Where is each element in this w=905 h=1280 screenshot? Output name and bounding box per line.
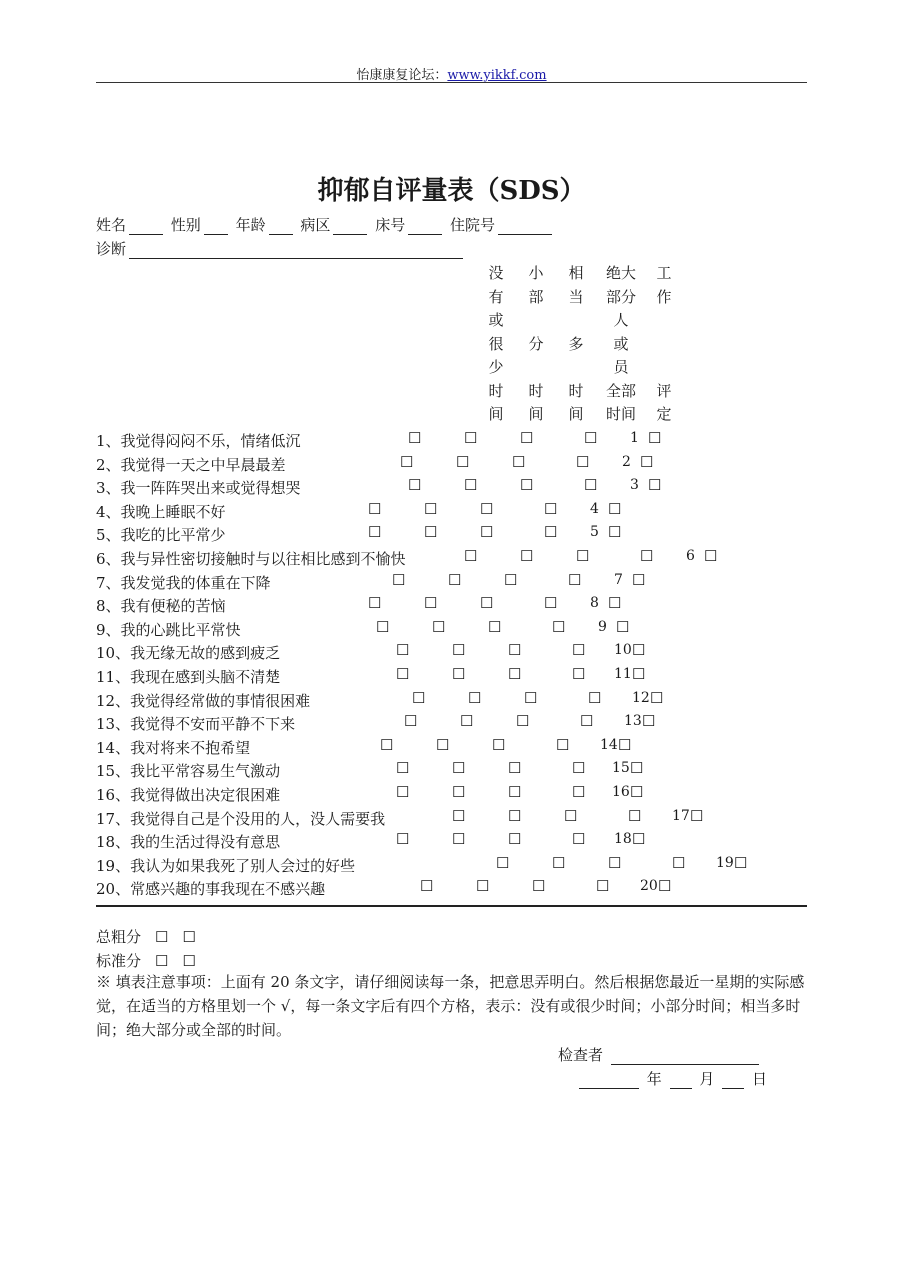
answer-checkbox[interactable]: ☐ [468, 688, 482, 707]
answer-checkbox[interactable]: ☐ [460, 712, 474, 731]
column-header-char: 人 [613, 311, 629, 329]
column-header-char: 时 [488, 381, 504, 400]
question-row [96, 572, 807, 592]
answer-checkbox[interactable]: ☐ [452, 759, 466, 778]
answer-checkbox[interactable]: ☐ [520, 547, 534, 565]
column-header [480, 262, 512, 427]
answer-checkbox[interactable]: ☐ [464, 547, 478, 565]
item-number: 1 [630, 430, 639, 446]
bed-field[interactable] [408, 220, 442, 235]
question-row [96, 666, 807, 686]
answer-checkbox[interactable]: ☐ [408, 429, 422, 447]
item-number: 15 [612, 760, 630, 777]
ward-label: 病区 [300, 216, 331, 234]
item-number: 6 [686, 548, 695, 564]
question-text: 4、我晚上睡眠不好 [96, 502, 226, 521]
score-checkbox[interactable]: ☐ [630, 759, 644, 778]
column-header-char: 定 [656, 405, 672, 423]
question-row [96, 831, 807, 851]
answer-checkbox[interactable]: ☐ [452, 830, 466, 849]
year-field[interactable] [579, 1074, 639, 1089]
answer-checkbox[interactable]: ☐ [396, 641, 410, 660]
header-label: 怡康康复论坛： [356, 68, 448, 83]
answer-checkbox[interactable]: ☐ [564, 806, 578, 825]
column-header-char: 评 [656, 381, 672, 400]
answer-checkbox[interactable]: ☐ [452, 783, 466, 801]
answer-checkbox[interactable]: ☐ [576, 547, 590, 565]
question-row [96, 713, 807, 733]
column-header-char: 时 [568, 381, 584, 400]
item-number: 20 [640, 878, 658, 895]
answer-checkbox[interactable]: ☐ [572, 830, 586, 849]
column-header-char [648, 309, 680, 333]
item-number: 7 [614, 571, 623, 588]
sex-label: 性别 [170, 216, 201, 234]
question-text: 12、我觉得经常做的事情很困难 [96, 691, 311, 710]
column-header-char: 没 [488, 264, 504, 282]
sex-field[interactable] [204, 220, 228, 235]
column-header [560, 262, 592, 427]
item-number: 13 [624, 713, 642, 730]
question-row [96, 808, 807, 828]
day-field[interactable] [722, 1074, 744, 1089]
column-header-char: 时 [528, 381, 544, 400]
answer-checkbox[interactable]: ☐ [508, 783, 522, 801]
column-header-char: 或 [488, 311, 504, 329]
answer-checkbox[interactable]: ☐ [400, 452, 414, 471]
score-checkbox[interactable]: ☐ [642, 712, 656, 731]
page-title: 抑郁自评量表（SDS） [317, 176, 586, 206]
score-checkbox[interactable]: ☐ [650, 688, 664, 707]
question-row [96, 477, 807, 497]
answer-checkbox[interactable]: ☐ [396, 665, 410, 683]
answer-checkbox[interactable]: ☐ [516, 712, 530, 731]
answer-checkbox[interactable]: ☐ [420, 877, 434, 896]
column-header-char: 间 [528, 405, 544, 423]
answer-checkbox[interactable]: ☐ [640, 547, 654, 565]
standard-score-label: 标准分 [96, 952, 142, 970]
patient-info-line [96, 214, 555, 235]
column-header-char: 工 [656, 264, 672, 282]
answer-checkbox[interactable]: ☐ [376, 617, 390, 636]
column-header-char [648, 333, 680, 357]
question-row [96, 430, 807, 450]
item-number: 2 [622, 453, 631, 470]
column-header-char [560, 309, 592, 333]
answer-checkbox[interactable]: ☐ [464, 429, 478, 447]
column-header-char: 部 [528, 287, 544, 306]
answer-checkbox[interactable]: ☐ [552, 853, 566, 872]
answer-checkbox[interactable]: ☐ [392, 570, 406, 589]
answer-checkbox[interactable]: ☐ [452, 806, 466, 825]
question-row [96, 690, 807, 710]
question-row [96, 595, 807, 615]
question-row [96, 501, 807, 521]
question-row [96, 642, 807, 662]
score-checkbox[interactable]: ☐ [608, 499, 622, 518]
answer-checkbox[interactable]: ☐ [672, 853, 686, 872]
standard-score-box[interactable]: ☐ [155, 952, 169, 970]
question-text: 13、我觉得不安而平静不下来 [96, 715, 296, 734]
admission-field[interactable] [498, 220, 552, 235]
column-header-char: 当 [568, 287, 584, 306]
question-text: 14、我对将来不抱希望 [96, 738, 251, 757]
score-checkbox[interactable]: ☐ [632, 665, 646, 683]
answer-checkbox[interactable]: ☐ [584, 429, 598, 447]
answer-checkbox[interactable]: ☐ [424, 499, 438, 518]
item-number: 10 [614, 642, 632, 659]
answer-checkbox[interactable]: ☐ [572, 759, 586, 778]
ward-field[interactable] [333, 220, 367, 235]
question-text: 6、我与异性密切接触时与以往相比感到不愉快 [96, 550, 406, 568]
column-header-char: 很 [488, 334, 504, 353]
page-header [96, 64, 807, 83]
answer-checkbox[interactable]: ☐ [380, 735, 394, 754]
year-label: 年 [646, 1070, 662, 1088]
item-number: 19 [716, 854, 734, 871]
score-checkbox[interactable]: ☐ [608, 594, 622, 613]
score-checkbox[interactable]: ☐ [632, 830, 646, 849]
item-number: 14 [600, 736, 618, 753]
admission-label: 住院号 [449, 216, 495, 234]
diagnosis-line [96, 238, 466, 259]
answer-checkbox[interactable]: ☐ [520, 476, 534, 495]
answer-checkbox[interactable]: ☐ [584, 476, 598, 495]
question-text: 8、我有便秘的苦恼 [96, 597, 226, 616]
item-number: 12 [632, 689, 650, 706]
item-number: 5 [590, 524, 599, 541]
column-header-char: 小 [528, 264, 544, 282]
item-number: 16 [612, 784, 630, 800]
answer-checkbox[interactable]: ☐ [480, 594, 494, 613]
question-text: 20、常感兴趣的事我现在不感兴趣 [96, 880, 326, 899]
answer-checkbox[interactable]: ☐ [408, 476, 422, 495]
column-header-char: 作 [656, 287, 672, 306]
column-header-char [648, 356, 680, 380]
answer-checkbox[interactable]: ☐ [572, 783, 586, 801]
standard-score-line [96, 950, 196, 971]
month-label: 月 [699, 1070, 715, 1088]
score-checkbox[interactable]: ☐ [632, 641, 646, 660]
answer-checkbox[interactable]: ☐ [508, 830, 522, 849]
answer-checkbox[interactable]: ☐ [544, 594, 558, 613]
column-header [648, 262, 680, 427]
item-number: 4 [590, 500, 599, 517]
question-row [96, 878, 807, 898]
question-text: 10、我无缘无故的感到疲乏 [96, 644, 281, 663]
answer-checkbox[interactable]: ☐ [396, 759, 410, 778]
answer-checkbox[interactable]: ☐ [404, 712, 418, 731]
answer-checkbox[interactable]: ☐ [452, 665, 466, 683]
answer-checkbox[interactable]: ☐ [524, 688, 538, 707]
diagnosis-label: 诊断 [96, 240, 127, 258]
forum-link[interactable]: www.yikkf.com [447, 68, 547, 83]
answer-checkbox[interactable]: ☐ [504, 570, 518, 589]
answer-checkbox[interactable]: ☐ [508, 759, 522, 778]
answer-checkbox[interactable]: ☐ [368, 499, 382, 518]
question-text: 11、我现在感到头脑不清楚 [96, 668, 281, 686]
column-header-char: 多 [568, 334, 584, 353]
raw-score-box[interactable]: ☐ [182, 928, 196, 946]
column-header-char: 时间 [605, 405, 636, 423]
column-header-char [560, 356, 592, 380]
score-checkbox[interactable]: ☐ [618, 735, 632, 754]
answer-checkbox[interactable]: ☐ [556, 735, 570, 754]
answer-checkbox[interactable]: ☐ [508, 806, 522, 825]
question-text: 15、我比平常容易生气激动 [96, 762, 281, 781]
column-header-char: 部分 [605, 287, 636, 306]
date-line [576, 1068, 767, 1089]
question-row [96, 454, 807, 474]
answer-checkbox[interactable]: ☐ [552, 617, 566, 636]
answer-checkbox[interactable]: ☐ [412, 688, 426, 707]
question-row [96, 548, 807, 568]
score-checkbox[interactable]: ☐ [630, 783, 644, 801]
column-header-char: 员 [613, 358, 629, 376]
bed-label: 床号 [375, 216, 406, 234]
item-number: 11 [614, 666, 632, 682]
name-label: 姓名 [96, 216, 127, 234]
column-header-char: 或 [613, 334, 629, 353]
answer-checkbox[interactable]: ☐ [396, 830, 410, 849]
raw-score-box[interactable]: ☐ [155, 928, 169, 946]
score-checkbox[interactable]: ☐ [632, 570, 646, 589]
item-number: 18 [614, 831, 632, 848]
answer-checkbox[interactable]: ☐ [464, 476, 478, 495]
column-header-char: 分 [528, 334, 544, 353]
score-checkbox[interactable]: ☐ [734, 853, 748, 872]
answer-checkbox[interactable]: ☐ [480, 523, 494, 542]
question-text: 16、我觉得做出决定很困难 [96, 786, 281, 804]
answer-checkbox[interactable]: ☐ [628, 806, 642, 825]
answer-checkbox[interactable]: ☐ [568, 570, 582, 589]
score-checkbox[interactable]: ☐ [616, 617, 630, 636]
column-header-char: 间 [488, 405, 504, 423]
question-text: 7、我发觉我的体重在下降 [96, 573, 271, 592]
answer-checkbox[interactable]: ☐ [448, 570, 462, 589]
column-header-char: 有 [488, 287, 504, 306]
score-checkbox[interactable]: ☐ [648, 476, 662, 495]
score-checkbox[interactable]: ☐ [648, 429, 662, 447]
day-label: 日 [751, 1070, 767, 1088]
answer-checkbox[interactable]: ☐ [532, 877, 546, 896]
answer-checkbox[interactable]: ☐ [492, 735, 506, 754]
score-checkbox[interactable]: ☐ [704, 547, 718, 565]
item-number: 9 [598, 618, 607, 635]
score-checkbox[interactable]: ☐ [608, 523, 622, 542]
question-text: 1、我觉得闷闷不乐，情绪低沉 [96, 432, 301, 450]
answer-checkbox[interactable]: ☐ [596, 877, 610, 896]
raw-score-label: 总粗分 [96, 928, 142, 946]
column-header-char: 间 [568, 405, 584, 423]
column-header-char: 全部 [605, 381, 636, 400]
answer-checkbox[interactable]: ☐ [520, 429, 534, 447]
answer-checkbox[interactable]: ☐ [368, 523, 382, 542]
question-row [96, 855, 807, 875]
instructions-note: ※ 填表注意事项：上面有 20 条文字，请仔细阅读每一条，把意思弄明白。然后根据您最近一星期的实际感觉，在适当的方格里划一个 √，每一条文字后有四个方格，表示：没有或很少时间；小部分时间；相当多时间；绝大部分或全部的时间。 [96, 973, 805, 1039]
age-label: 年龄 [235, 216, 266, 234]
answer-checkbox[interactable]: ☐ [424, 594, 438, 613]
score-checkbox[interactable]: ☐ [690, 806, 704, 825]
question-row [96, 760, 807, 780]
answer-checkbox[interactable]: ☐ [572, 641, 586, 660]
answer-checkbox[interactable]: ☐ [608, 853, 622, 872]
column-header-char: 绝大 [605, 264, 636, 282]
answer-checkbox[interactable]: ☐ [436, 735, 450, 754]
answer-checkbox[interactable]: ☐ [508, 665, 522, 683]
answer-checkbox[interactable]: ☐ [396, 783, 410, 801]
answer-checkbox[interactable]: ☐ [368, 594, 382, 613]
checker-field[interactable] [611, 1050, 759, 1065]
checker-line [558, 1044, 762, 1065]
question-row [96, 524, 807, 544]
question-row [96, 784, 807, 804]
question-text: 3、我一阵阵哭出来或觉得想哭 [96, 479, 301, 498]
checker-label: 检查者 [558, 1046, 604, 1064]
answer-checkbox[interactable]: ☐ [572, 665, 586, 683]
question-text: 9、我的心跳比平常快 [96, 620, 241, 639]
answer-checkbox[interactable]: ☐ [488, 617, 502, 636]
answer-checkbox[interactable]: ☐ [496, 853, 510, 872]
table-bottom-rule [96, 905, 807, 907]
question-row [96, 737, 807, 757]
answer-checkbox[interactable]: ☐ [588, 688, 602, 707]
question-text: 19、我认为如果我死了别人会过的好些 [96, 856, 356, 875]
header-divider [96, 82, 807, 83]
raw-score-line [96, 926, 196, 947]
answer-checkbox[interactable]: ☐ [452, 641, 466, 660]
standard-score-box[interactable]: ☐ [182, 952, 196, 970]
column-header-char [520, 309, 552, 333]
score-checkbox[interactable]: ☐ [658, 877, 672, 896]
score-checkbox[interactable]: ☐ [640, 452, 654, 471]
answer-checkbox[interactable]: ☐ [544, 499, 558, 518]
answer-checkbox[interactable]: ☐ [512, 452, 526, 471]
name-field[interactable] [129, 220, 163, 235]
answer-checkbox[interactable]: ☐ [432, 617, 446, 636]
column-header [604, 262, 638, 427]
question-text: 18、我的生活过得没有意思 [96, 833, 281, 852]
question-text: 5、我吃的比平常少 [96, 526, 226, 545]
answer-checkbox[interactable]: ☐ [580, 712, 594, 731]
column-header-char [520, 356, 552, 380]
column-header [520, 262, 552, 427]
question-row [96, 619, 807, 639]
column-header-char: 相 [568, 264, 584, 282]
answer-checkbox[interactable]: ☐ [544, 523, 558, 542]
answer-checkbox[interactable]: ☐ [480, 499, 494, 518]
item-number: 3 [630, 477, 639, 494]
answer-checkbox[interactable]: ☐ [508, 641, 522, 660]
item-number: 8 [590, 595, 599, 612]
question-text: 2、我觉得一天之中早晨最差 [96, 455, 286, 474]
item-number: 17 [672, 807, 690, 824]
answer-checkbox[interactable]: ☐ [576, 452, 590, 471]
question-text: 17、我觉得自己是个没用的人，没人需要我 [96, 809, 386, 828]
diagnosis-field[interactable] [129, 244, 463, 259]
age-field[interactable] [269, 220, 293, 235]
answer-checkbox[interactable]: ☐ [424, 523, 438, 542]
answer-checkbox[interactable]: ☐ [476, 877, 490, 896]
answer-checkbox[interactable]: ☐ [456, 452, 470, 471]
month-field[interactable] [670, 1074, 692, 1089]
column-header-char: 少 [488, 358, 504, 376]
